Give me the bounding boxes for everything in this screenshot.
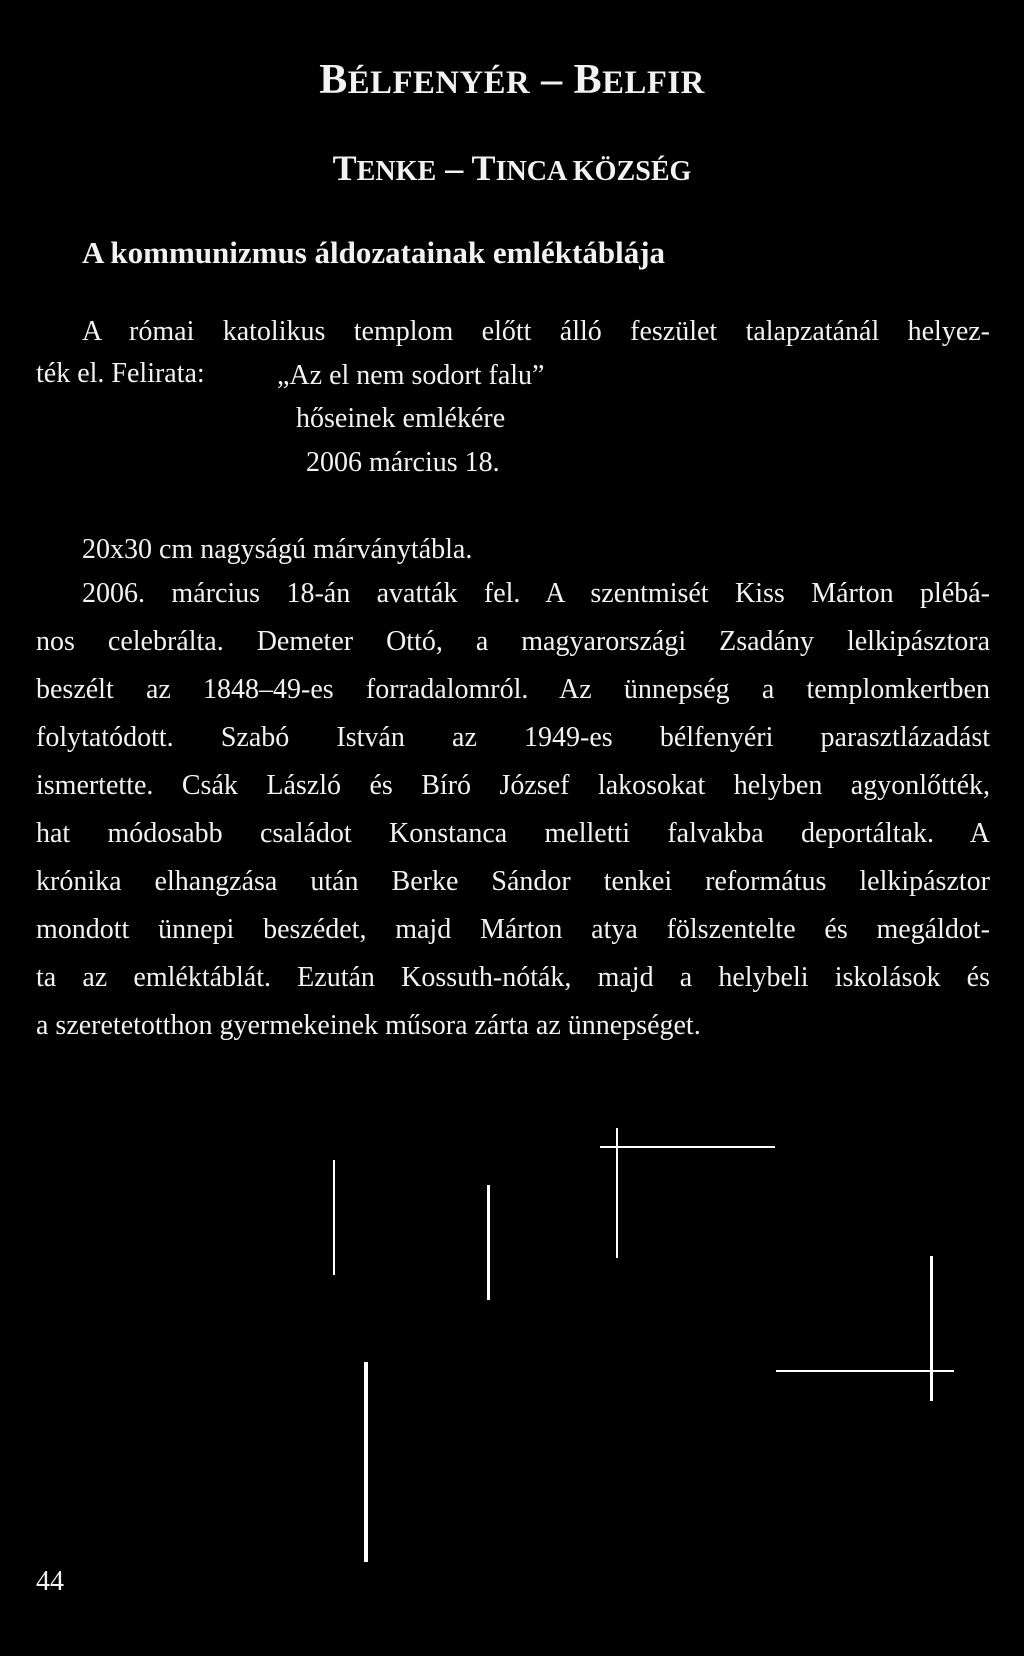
intro-line-prefix: ték el. Felirata: <box>36 358 205 389</box>
page-subtitle <box>0 147 1024 189</box>
body-line: ismertette. Csák László és Bíró József lakosokat helyben agyonlőtték, <box>36 770 990 801</box>
subtitle-part: T <box>471 148 496 188</box>
plaque-size-line: 20x30 cm nagyságú márványtábla. <box>82 534 473 565</box>
subtitle-part: INCA KÖZSÉG <box>495 156 692 187</box>
subtitle-part: ENKE <box>356 156 437 187</box>
inscription-line: „Az el nem sodort falu” <box>277 360 545 391</box>
page-number: 44 <box>36 1566 64 1597</box>
title-part: ÉLFENYÉR <box>347 65 531 101</box>
title-part: – <box>530 57 574 103</box>
crop-mark <box>930 1256 933 1401</box>
body-line: ta az emléktáblát. Ezután Kossuth-nóták, majd a helybeli iskolások és <box>36 962 990 993</box>
crop-mark <box>776 1370 954 1372</box>
title-part: B <box>573 57 603 103</box>
body-line: 2006. március 18-án avatták fel. A szentmisét Kiss Márton plébá- <box>82 578 990 609</box>
body-line: folytatódott. Szabó István az 1949-es bélfenyéri parasztlázadást <box>36 722 990 753</box>
section-heading: A kommunizmus áldozatainak emléktáblája <box>82 235 666 270</box>
crop-mark <box>333 1160 335 1275</box>
intro-line: A római katolikus templom előtt álló feszület talapzatánál helyez- <box>82 316 990 347</box>
body-line: krónika elhangzása után Berke Sándor tenkei református lelkipásztor <box>36 866 990 897</box>
inscription-line: 2006 március 18. <box>306 447 500 478</box>
crop-mark <box>600 1146 775 1148</box>
body-line: nos celebrálta. Demeter Ottó, a magyarországi Zsadány lelkipásztora <box>36 626 990 657</box>
crop-mark <box>364 1362 368 1562</box>
title-part: ELFIR <box>602 65 705 101</box>
body-line: hat módosabb családot Konstanca melletti falvakba deportáltak. A <box>36 818 990 849</box>
crop-mark <box>616 1128 618 1258</box>
page-title <box>0 56 1024 104</box>
subtitle-part: T <box>332 148 357 188</box>
subtitle-part: – <box>436 148 472 188</box>
inscription-line: hőseinek emlékére <box>296 403 506 434</box>
crop-mark <box>487 1185 490 1300</box>
body-line: mondott ünnepi beszédet, majd Márton atya fölszentelte és megáldot- <box>36 914 990 945</box>
body-line: a szeretetotthon gyermekeinek műsora zárta az ünnepséget. <box>36 1010 701 1041</box>
title-part: B <box>319 57 348 103</box>
body-line: beszélt az 1848–49-es forradalomról. Az ünnepség a templomkertben <box>36 674 990 705</box>
